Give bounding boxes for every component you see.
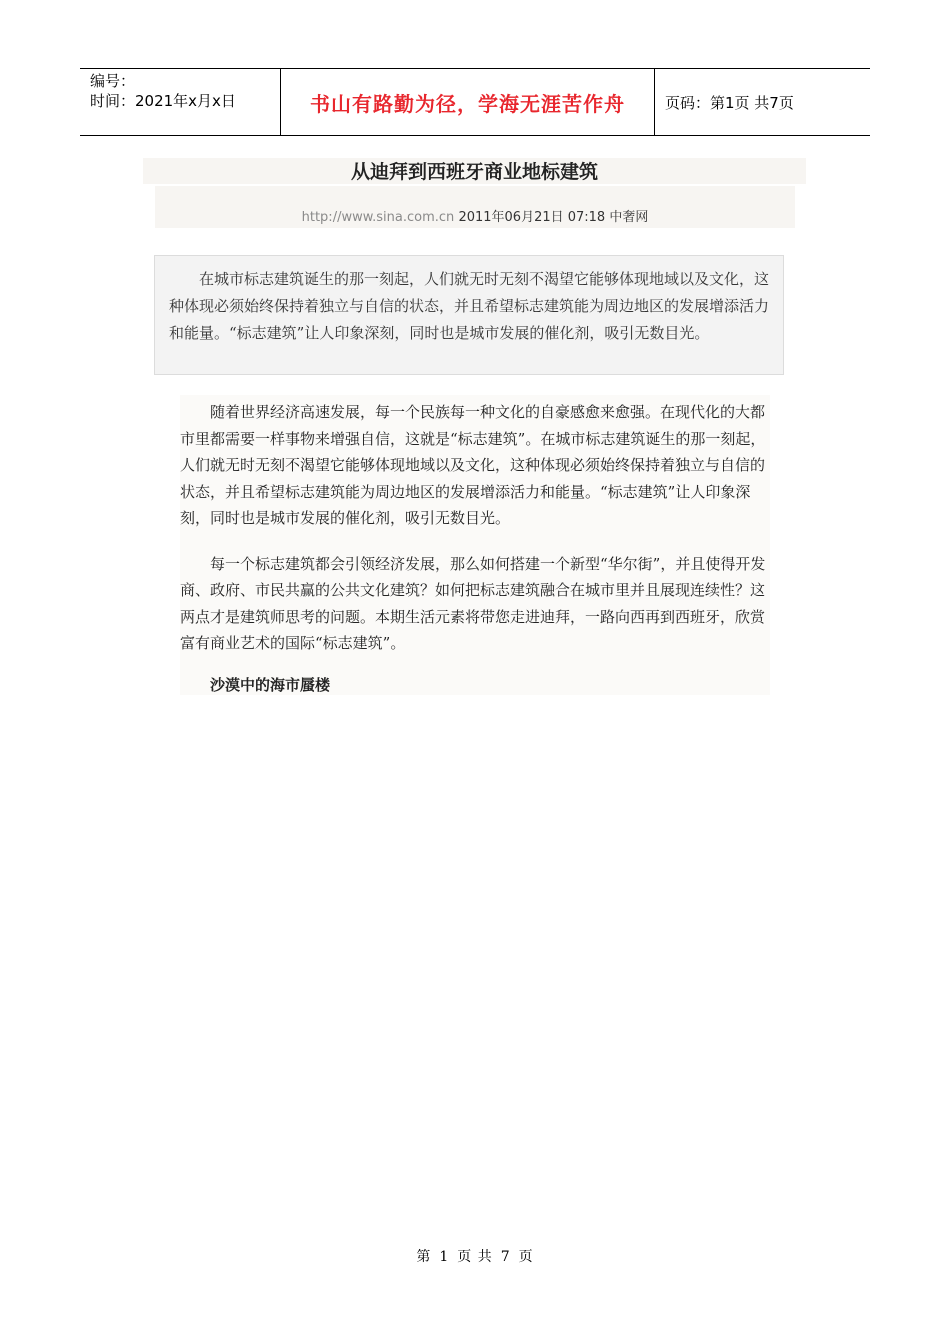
footer-prefix: 第 [416, 1249, 432, 1265]
article-paragraph: 随着世界经济高速发展，每一个民族每一种文化的自豪感愈来愈强。在现代化的大都市里都需要一样事物来增强自信，这就是“标志建筑”。在城市标志建筑诞生的那一刻起，人们就无时无刻不渴望它能够体现地域以及文化，这种体现必须始终保持着独立与自信的状态，并且希望标志建筑能为周边地区的发展增添活力和能量。“标志建筑”让人印象深刻，同时也是城市发展的催化剂，吸引无数目光。 [180, 403, 766, 527]
header-motto-cell [281, 69, 655, 135]
article-title: 从迪拜到西班牙商业地标建筑 [350, 161, 598, 183]
number-label: 编号： [90, 72, 136, 90]
page-info: 页码：第1页 共7页 [665, 93, 794, 112]
page-footer [0, 1246, 950, 1266]
time-label: 时间：2021年x月x日 [90, 92, 236, 110]
footer-suffix: 页 [518, 1249, 534, 1265]
document-header-table [80, 68, 870, 136]
publish-date: 2011年06月21日 07:18 [458, 210, 606, 225]
article-paragraph: 每一个标志建筑都会引领经济发展，那么如何搭建一个新型“华尔街”，并且使得开发商、政府、市民共赢的公共文化建筑？如何把标志建筑融合在城市里并且展现连续性？这两点才是建筑师思考的问题。本期生活元素将带您走进迪拜，一路向西再到西班牙，欣赏富有商业艺术的国际“标志建筑”。 [180, 554, 766, 652]
footer-page-number: 1 [439, 1249, 450, 1265]
article-summary: 在城市标志建筑诞生的那一刻起，人们就无时无刻不渴望它能够体现地域以及文化，这种体现必须始终保持着独立与自信的状态，并且希望标志建筑能为周边地区的发展增添活力和能量。“标志建筑”让人印象深刻，同时也是城市发展的催化剂，吸引无数目光。 [154, 255, 784, 375]
article-meta [155, 206, 795, 225]
source-name: 中奢网 [609, 210, 649, 225]
source-url: http://www.sina.com.cn [301, 210, 455, 225]
article-body [180, 399, 778, 717]
header-page-cell [655, 69, 870, 135]
header-left-cell [80, 69, 281, 135]
motto-text: 书山有路勤为径，学海无涯苦作舟 [310, 91, 625, 116]
footer-total-pages: 7 [500, 1249, 511, 1265]
footer-mid: 页 共 [457, 1249, 493, 1265]
article-subheading: 沙漠中的海市蜃楼 [210, 675, 331, 694]
